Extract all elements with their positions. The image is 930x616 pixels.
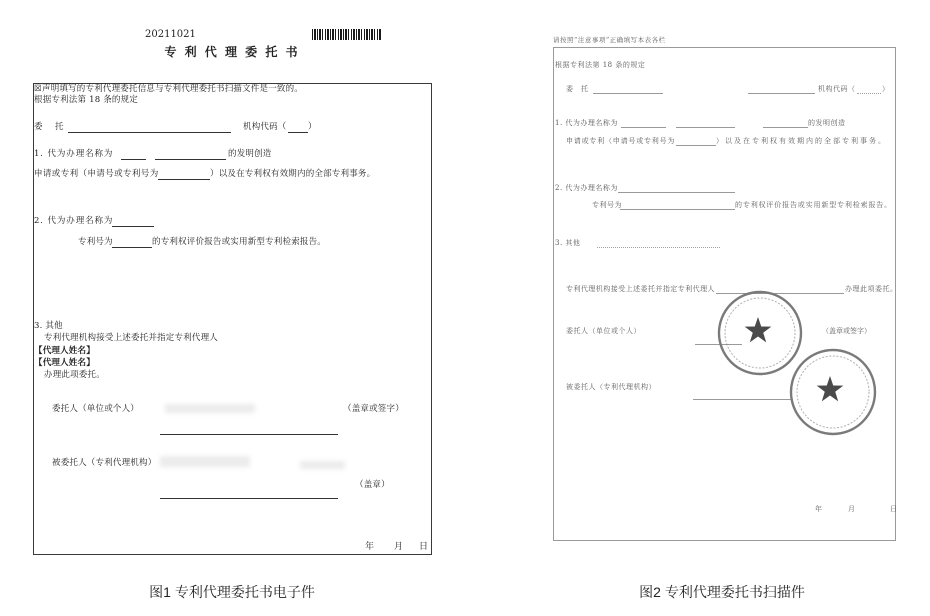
principal-label: 委托人（单位或个人） bbox=[566, 327, 641, 335]
date-month: 月 bbox=[394, 542, 404, 552]
law-basis: 根据专利法第 18 条的规定 bbox=[555, 61, 646, 69]
principal-label: 委托人（单位或个人） bbox=[52, 404, 140, 414]
redacted-area bbox=[165, 404, 255, 413]
declaration-checkbox: ☒ bbox=[34, 84, 42, 94]
date-month: 月 bbox=[848, 505, 856, 513]
entrust-blank-2 bbox=[748, 93, 815, 94]
agency-label: 被委托人（专利代理机构） bbox=[566, 383, 656, 391]
form-title: 专 利 代 理 委 托 书 bbox=[164, 45, 300, 59]
principal-sign-note: （盖章或签字） bbox=[822, 327, 871, 335]
declaration-text: 声明填写的专利代理委托信息与专利代理委托书扫描文件是一致的。 bbox=[42, 84, 304, 94]
org-code-label: 机构代码（ bbox=[818, 85, 856, 93]
item1-blank-a bbox=[121, 159, 146, 160]
figure1-caption: 图1 专利代理委托书电子件 bbox=[149, 584, 315, 600]
figure2-scanned-form bbox=[465, 0, 930, 616]
item2-label: 2. 代为办理名称为 bbox=[34, 216, 114, 226]
item1-line2-suffix: ）以及在专利权有效期内的全部专利事务。 bbox=[210, 169, 376, 179]
item3-outro: 办理此项委托。 bbox=[44, 370, 105, 380]
item1-blank-a bbox=[621, 127, 666, 128]
org-code-blank bbox=[857, 93, 881, 94]
item1-label: 1. 代为办理名称为 bbox=[34, 149, 114, 159]
item1-line2-prefix: 申请或专利（申请号或专利号为 bbox=[34, 169, 159, 179]
form-serial-number: 20211021 bbox=[145, 29, 196, 40]
date-day: 日 bbox=[890, 505, 898, 513]
star-icon bbox=[745, 317, 772, 342]
item1-line2-suffix: ）以及在专利权有效期内的全部专利事务。 bbox=[716, 137, 887, 145]
redacted-area bbox=[160, 456, 250, 467]
item2-line2-prefix: 专利号为 bbox=[592, 201, 622, 209]
principal-sign-note: （盖章或签字） bbox=[343, 404, 404, 414]
org-code-blank bbox=[288, 132, 308, 133]
item1-label: 1. 代为办理名称为 bbox=[555, 119, 618, 127]
item2-line2-blank bbox=[620, 209, 735, 210]
star-icon bbox=[817, 376, 844, 401]
entrust-blank bbox=[593, 93, 663, 94]
item2-line2-suffix: 的专利权评价报告或实用新型专利检索报告。 bbox=[152, 237, 327, 247]
item3-label: 3. 其他 bbox=[34, 321, 63, 331]
agency-sign-note: （盖章） bbox=[355, 480, 390, 490]
org-code-label: 机构代码（ bbox=[243, 122, 287, 132]
org-code-close: ） bbox=[308, 122, 317, 132]
header-note: 请按照“注意事项”正确填写本表各栏 bbox=[553, 36, 666, 44]
date-year: 年 bbox=[815, 505, 823, 513]
item2-line2-blank bbox=[112, 247, 152, 248]
item1-suffix: 的发明创造 bbox=[228, 149, 272, 159]
item1-line2-blank bbox=[676, 145, 716, 146]
item2-line2-suffix: 的专利权评价报告或实用新型专利检索报告。 bbox=[735, 201, 892, 209]
org-code-close: ） bbox=[882, 85, 890, 93]
item3-intro: 专利代理机构接受上述委托并指定专利代理人 bbox=[44, 333, 219, 343]
item2-label: 2. 代为办理名称为 bbox=[555, 184, 618, 192]
entrust-label: 委 托 bbox=[34, 122, 66, 132]
item3-intro: 专利代理机构接受上述委托并指定专利代理人 bbox=[566, 285, 715, 293]
seal-stamps bbox=[700, 280, 900, 440]
item3-blank bbox=[597, 247, 720, 248]
entrust-blank bbox=[68, 132, 231, 133]
principal-signature-line bbox=[160, 434, 338, 435]
agency-seal-stamp bbox=[791, 350, 875, 434]
figure2-caption: 图2 专利代理委托书扫描件 bbox=[639, 584, 805, 600]
entrust-label: 委 托 bbox=[566, 85, 589, 93]
item1-blank-c bbox=[763, 127, 808, 128]
redacted-area bbox=[300, 461, 345, 469]
date-year: 年 bbox=[365, 542, 375, 552]
item3-label: 3. 其他 bbox=[555, 239, 581, 247]
agency-label: 被委托人（专利代理机构） bbox=[52, 458, 157, 468]
agency-signature-line bbox=[160, 498, 338, 499]
barcode bbox=[312, 29, 382, 40]
item1-suffix: 的发明创造 bbox=[808, 119, 846, 127]
item2-blank bbox=[618, 192, 735, 193]
item2-line2-prefix: 专利号为 bbox=[78, 237, 113, 247]
item3-outro: 办理此项委托。 bbox=[845, 285, 898, 293]
principal-seal-stamp bbox=[719, 292, 801, 374]
law-basis: 根据专利法第 18 条的规定 bbox=[34, 95, 139, 105]
item1-blank-b bbox=[155, 159, 226, 160]
agent-name-2: 【代理人姓名】 bbox=[34, 358, 95, 368]
date-day: 日 bbox=[419, 542, 429, 552]
item1-line2-blank bbox=[158, 179, 210, 180]
agent-name-1: 【代理人姓名】 bbox=[34, 346, 95, 356]
item1-blank-b bbox=[676, 127, 735, 128]
item1-line2-prefix: 申请或专利（申请号或专利号为 bbox=[566, 137, 676, 145]
item2-blank bbox=[112, 226, 154, 227]
